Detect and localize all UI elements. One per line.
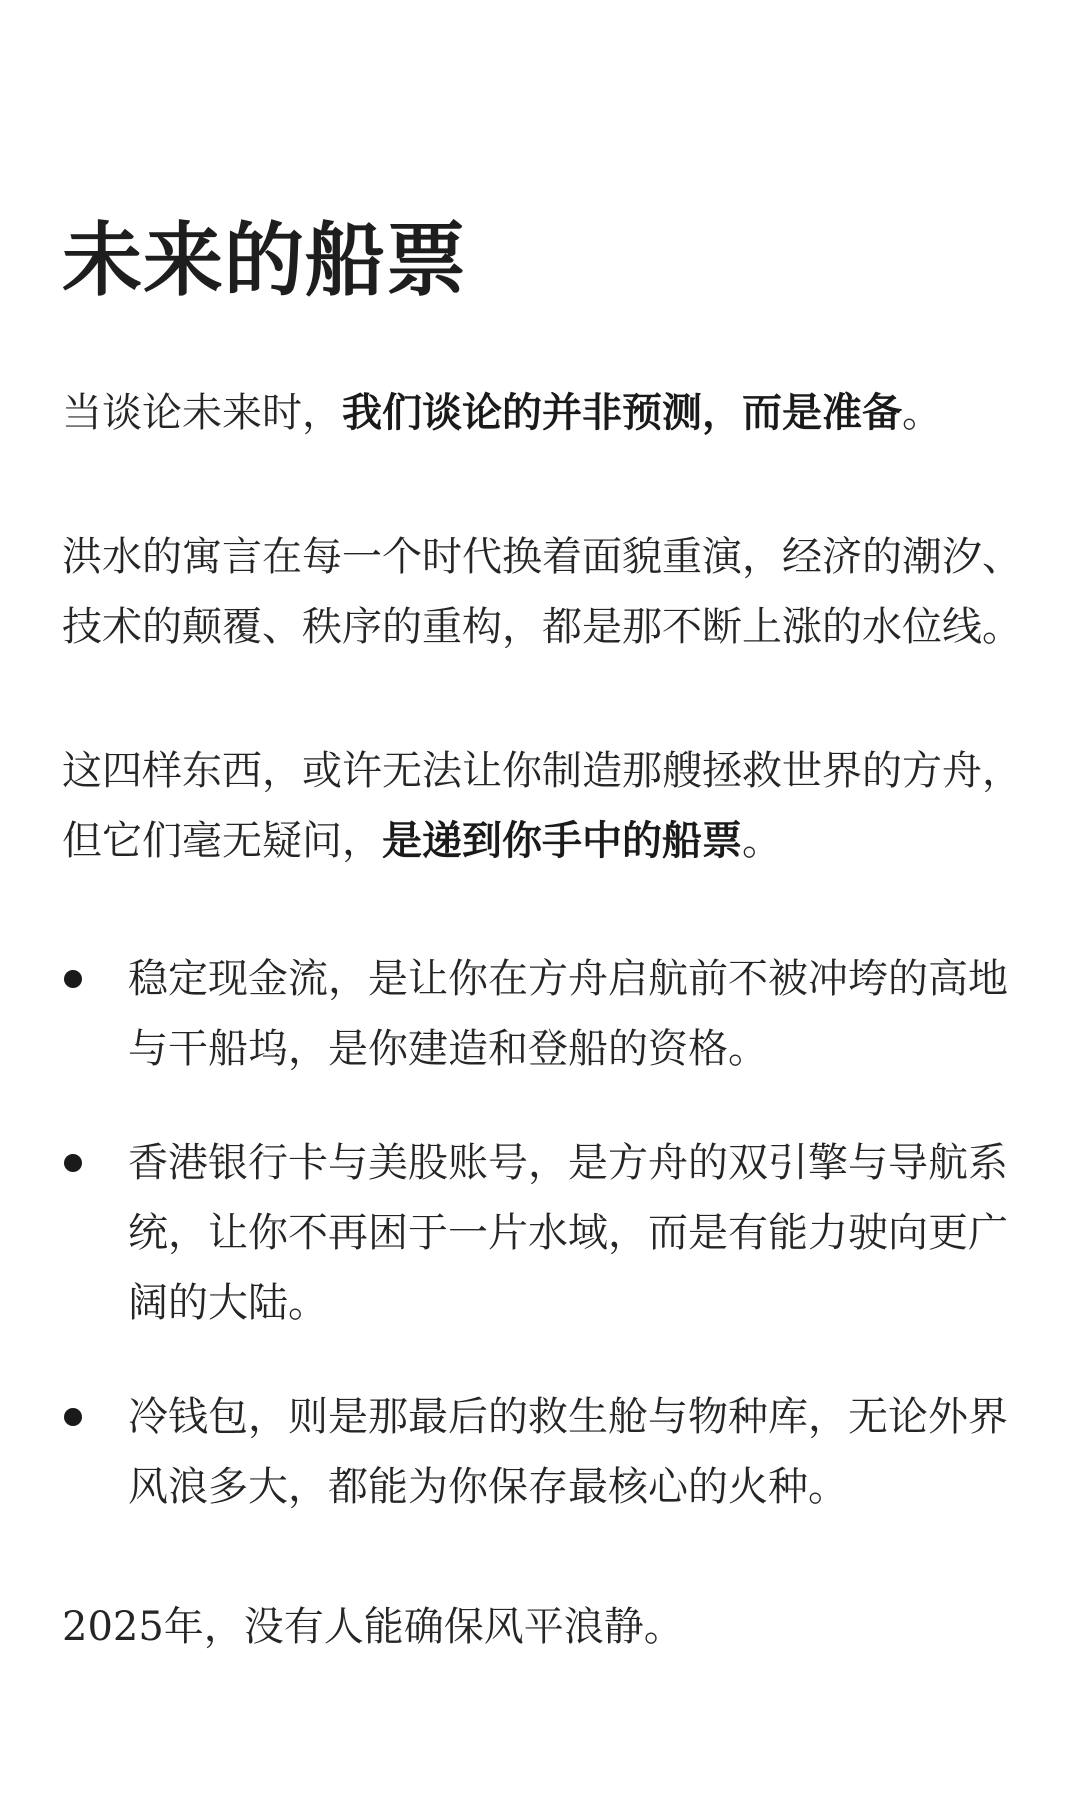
bullet-icon xyxy=(64,1408,82,1426)
bullet-icon xyxy=(64,1154,82,1172)
ark-paragraph xyxy=(62,736,1022,876)
list-item xyxy=(62,1382,1022,1522)
ark-tail: 。 xyxy=(742,818,782,864)
list-item xyxy=(62,1128,1022,1338)
intro-tail: 。 xyxy=(902,390,942,436)
flood-paragraph: 洪水的寓言在每一个时代换着面貌重演，经济的潮汐、技术的颠覆、秩序的重构，都是那不断上涨的水位线。 xyxy=(62,534,1022,650)
bullet-list xyxy=(62,944,1022,1522)
intro-emphasis: 我们谈论的并非预测，而是准备 xyxy=(342,389,902,436)
list-item-text: 稳定现金流，是让你在方舟启航前不被冲垮的高地与干船坞，是你建造和登船的资格。 xyxy=(128,956,1008,1072)
article-title: 未来的船票 xyxy=(62,213,467,307)
intro-lead: 当谈论未来时， xyxy=(62,390,342,436)
list-item-text: 香港银行卡与美股账号，是方舟的双引擎与导航系统，让你不再困于一片水域，而是有能力驶向更广阔的大陆。 xyxy=(128,1140,1008,1326)
bullet-icon xyxy=(64,970,82,988)
ark-lead: 这四样东西，或许无法让你制造那艘拯救世界的方舟，但它们毫无疑问， xyxy=(62,748,1022,864)
intro-paragraph xyxy=(62,378,1022,448)
article xyxy=(62,210,1022,1662)
list-item xyxy=(62,944,1022,1084)
ark-emphasis: 是递到你手中的船票 xyxy=(382,817,742,864)
closing-paragraph: 2025年，没有人能确保风平浪静。 xyxy=(62,1604,684,1650)
list-item-text: 冷钱包，则是那最后的救生舱与物种库，无论外界风浪多大，都能为你保存最核心的火种。 xyxy=(128,1394,1008,1510)
